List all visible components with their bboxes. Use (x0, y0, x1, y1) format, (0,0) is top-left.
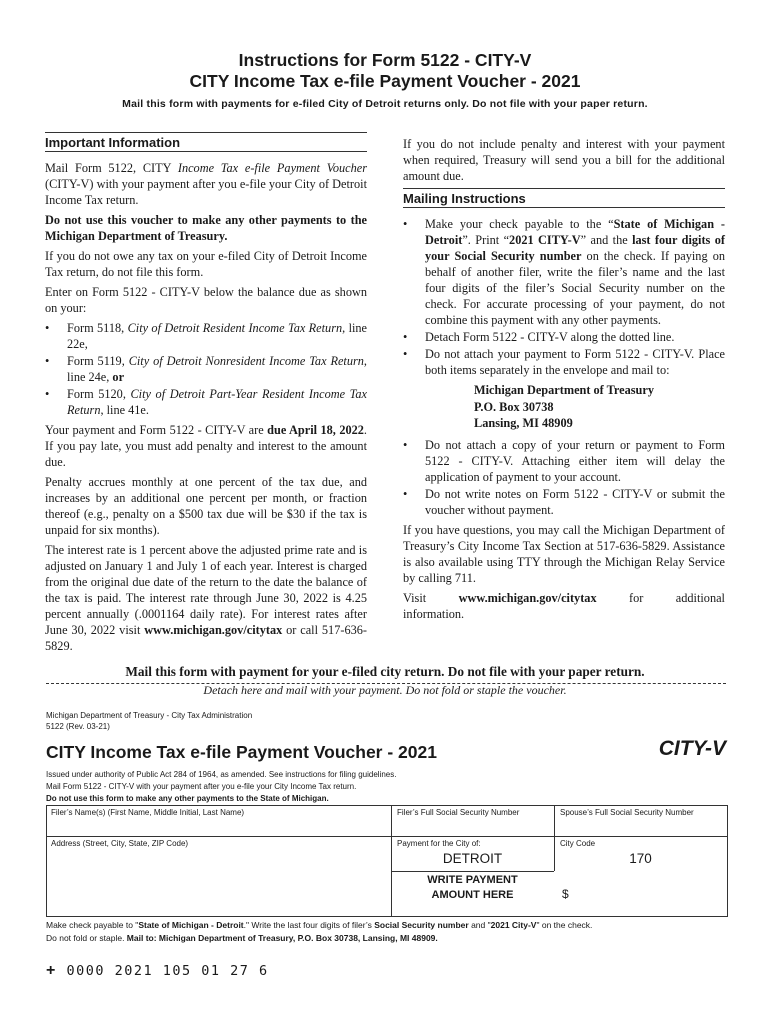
voucher-title: CITY Income Tax e-file Payment Voucher - 2021 (46, 742, 437, 762)
spouse-ssn-input[interactable] (556, 818, 724, 834)
balance-due-paragraph: Enter on Form 5122 - CITY-V below the balance due as shown on your: (45, 285, 367, 315)
detach-instruction: Detach here and mail with your payment. Do not fold or staple the voucher. (203, 683, 567, 697)
amount-symbol: $ (562, 887, 569, 901)
filer-name-input[interactable] (47, 818, 387, 834)
city-payment-label: Payment for the City of: (397, 839, 481, 848)
mailing-address (474, 382, 725, 432)
voucher-form (46, 805, 728, 917)
voucher-footer: Make check payable to "State of Michigan - Detroit." Write the last four digits of filer’s Social Security number and "2021 City-V" on the check. Do not fold or staple. Mail to: Michigan Department of Treasury, P.O. Box 30738, Lansing, MI 48909. (46, 920, 593, 943)
payment-amount-input[interactable] (575, 876, 723, 912)
address-line: Michigan Department of Treasury (474, 383, 654, 397)
scan-code: 0000 2021 105 01 27 6 (66, 963, 269, 979)
address-line: Lansing, MI 48909 (474, 416, 573, 430)
page-subtitle-title: CITY Income Tax e-file Payment Voucher - 2021 (189, 71, 581, 91)
filer-name-label: Filer’s Name(s) (First Name, Middle Initial, Last Name) (51, 808, 245, 817)
list-item: • Do not write notes on Form 5122 - CITY-V or submit the voucher without payment. (403, 486, 725, 517)
list-item: • Do not attach your payment to Form 5122 - CITY-V. Place both items separately in the envelope and mail to: (403, 347, 725, 377)
forms-list (45, 320, 367, 418)
form-id: CITY-V (658, 737, 726, 760)
scan-code-line (46, 962, 269, 980)
mailing-instructions-heading: Mailing Instructions (403, 188, 725, 208)
interest-paragraph: The interest rate is 1 percent above the adjusted prime rate and is adjusted on January 1 and July 1 of each year. Interest is charged from the original due date of the return to the date the balance of the tax is paid. The interest rate through June 30, 2022 is 4.25 percent annually (.0001164 daily rate). For interest rates after June 30, 2022 visit www.michigan.gov/citytax or call 517-636-5829. (45, 543, 367, 653)
scan-plus-mark: + (46, 962, 57, 979)
mailing-list (403, 216, 725, 378)
no-other-payments-paragraph: Do not use this voucher to make any other payments to the Michigan Department of Treasury. (45, 213, 367, 243)
page-title: Instructions for Form 5122 - CITY-V (238, 50, 532, 70)
list-item: • Form 5119, City of Detroit Nonresident Income Tax Return, line 24e, or (45, 354, 367, 384)
important-information-section (45, 132, 367, 658)
intro-paragraph: Mail Form 5122, CITY Income Tax e-file Payment Voucher (CITY-V) with your payment after you e-file your City of Detroit Income Tax return. (45, 161, 367, 207)
important-information-heading: Important Information (45, 132, 367, 152)
right-column (403, 136, 725, 626)
mail-notice: Mail this form with payment for your e-filed city return. Do not file with your paper return. (125, 664, 645, 679)
no-tax-paragraph: If you do not owe any tax on your e-filed City of Detroit Income Tax return, do not file this form. (45, 249, 367, 279)
filer-ssn-input[interactable] (393, 818, 551, 834)
list-item: • Make your check payable to the “State of Michigan - Detroit”. Print “2021 CITY-V” and the last four digits of your Social Security number on the check. If paying on behalf of another filer, write the filer’s name and the last four digits of the filer’s Social Security number on the check. For accurate processing of your payment, do not combine this payment with any other payments. (403, 217, 725, 327)
spouse-ssn-label: Spouse’s Full Social Security Number (560, 808, 694, 817)
address-label: Address (Street, City, State, ZIP Code) (51, 839, 189, 848)
list-item: • Detach Form 5122 - CITY-V along the dotted line. (403, 330, 675, 344)
address-input[interactable] (47, 850, 387, 912)
list-item: • Do not attach a copy of your return or payment to Form 5122 - CITY-V. Attaching either item will delay the application of payment to your account. (403, 437, 725, 484)
city-code-label: City Code (560, 839, 596, 848)
write-payment-label: WRITE PAYMENT AMOUNT HERE (427, 874, 518, 901)
agency-info: Michigan Department of Treasury - City Tax Administration 5122 (Rev. 03-21) (46, 711, 253, 731)
citytax-link-2[interactable]: www.michigan.gov/citytax (458, 590, 597, 605)
address-line: P.O. Box 30738 (474, 399, 554, 414)
visit-end: information. (403, 606, 465, 621)
city-payment-value: DETROIT (442, 851, 503, 866)
filer-ssn-label: Filer’s Full Social Security Number (397, 808, 520, 817)
visit-row: Visit www.michigan.gov/citytax for additional (403, 590, 725, 605)
billing-paragraph: If you do not include penalty and interest with your payment when required, Treasury will send you a bill for the additional amount due. (403, 137, 725, 183)
due-date-paragraph: Your payment and Form 5122 - CITY-V are due April 18, 2022. If you pay late, you must add penalty and interest to the amount due. (45, 423, 367, 469)
city-code-value: 170 (629, 851, 652, 866)
list-item: • Form 5120, City of Detroit Part-Year Resident Income Tax Return, line 41e. (45, 387, 367, 417)
mailing-list-continued (403, 437, 725, 518)
header-notice: Mail this form with payments for e-filed City of Detroit returns only. Do not file with your paper return. (122, 98, 648, 110)
questions-paragraph: If you have questions, you may call the Michigan Department of Treasury’s City Income Tax Section at 517-636-5829. Assistance is also available using TTY through the Michigan Relay Service by calling 711. (403, 522, 725, 585)
authority-text: Issued under authority of Public Act 284 of 1964, as amended. See instructions for filing guidelines. Mail Form 5122 - CITY-V with your payment after you e-file your City Income Tax return. Do not use this form to make any other payments to the State of Michigan. (46, 770, 397, 803)
list-item: • Form 5118, City of Detroit Resident Income Tax Return, line 22e, (45, 321, 368, 351)
citytax-link[interactable]: www.michigan.gov/citytax (144, 623, 283, 637)
penalty-paragraph: Penalty accrues monthly at one percent of the tax due, and increases by an additional one percent per month, or fraction thereof (e.g., penalty on a $500 tax due will be $30 if the tax is unpaid for six months). (45, 475, 367, 537)
